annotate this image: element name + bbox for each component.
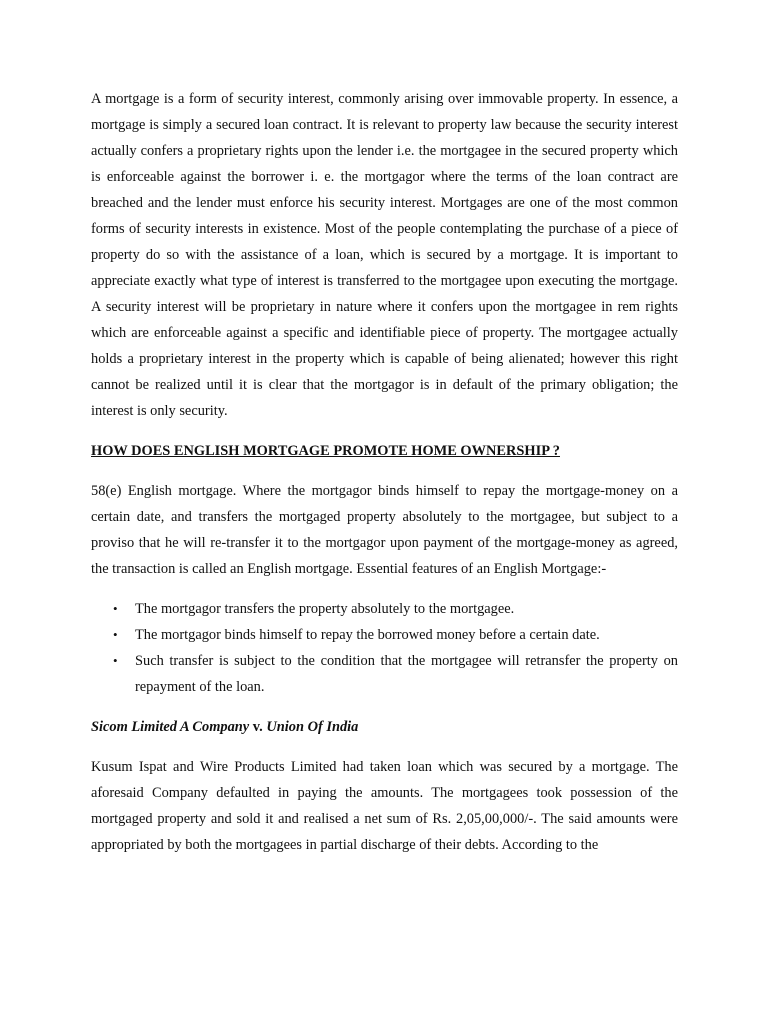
bullet-icon: •	[113, 653, 118, 668]
paragraph-mortgage-definition: A mortgage is a form of security interest, commonly arising over immovable property. In essence, a mortgage is simply a secured loan contract. It is relevant to property law because the security interest actually confers a proprietary rights upon the lender i.e. the mortgagee in the secured property which is enforceable against the borrower i. e. the mortgagor where the terms of the loan contract are breached and the lender must enforce his security interest. Mortgages are one of the most common forms of security interests in existence. Most of the people contemplating the purchase of a piece of property do so with the assistance of a loan, which is secured by a mortgage. It is important to appreciate exactly what type of interest is transferred to the mortgagee upon executing the mortgage. A security interest will be proprietary in nature where it confers upon the mortgagee in rem rights which are enforceable against a specific and identifiable piece of property. The mortgagee actually holds a proprietary interest in the property which is capable of being alienated; however this right cannot be realized until it is clear that the mortgagor is in default of the primary obligation; the interest is only security.	[91, 91, 678, 419]
case-versus: v.	[249, 719, 267, 735]
paragraph-case-facts: Kusum Ispat and Wire Products Limited had taken loan which was secured by a mortgage. The aforesaid Company defaulted in paying the amounts. The mortgagees took possession of the mortgaged property and sold it and realised a net sum of Rs. 2,05,00,000/-. The said amounts were appropriated by both the mortgagees in partial discharge of their debts. According to the	[91, 759, 678, 853]
list-item-text: Such transfer is subject to the condition that the mortgagee will retransfer the property on repayment of the loan.	[135, 653, 678, 695]
list-item-text: The mortgagor binds himself to repay the borrowed money before a certain date.	[135, 627, 600, 643]
list-item	[91, 622, 678, 648]
list-item	[91, 648, 678, 700]
bullet-icon: •	[113, 601, 118, 616]
features-list	[91, 596, 678, 700]
case-party-2: Union Of India	[266, 719, 359, 735]
list-item-text: The mortgagor transfers the property absolutely to the mortgagee.	[135, 601, 515, 617]
paragraph-english-mortgage: 58(e) English mortgage. Where the mortgagor binds himself to repay the mortgage-money on a certain date, and transfers the mortgaged property absolutely to the mortgagee, but subject to a proviso that he will re-transfer it to the mortgagor upon payment of the mortgage-money as agreed, the transaction is called an English mortgage. Essential features of an English Mortgage:-	[91, 483, 678, 577]
case-party-1: Sicom Limited A Company	[91, 719, 250, 735]
bullet-icon: •	[113, 627, 118, 642]
case-title	[91, 714, 678, 740]
section-heading: HOW DOES ENGLISH MORTGAGE PROMOTE HOME OWNERSHIP ?	[91, 443, 560, 459]
list-item	[91, 596, 678, 622]
document-body	[91, 86, 678, 858]
